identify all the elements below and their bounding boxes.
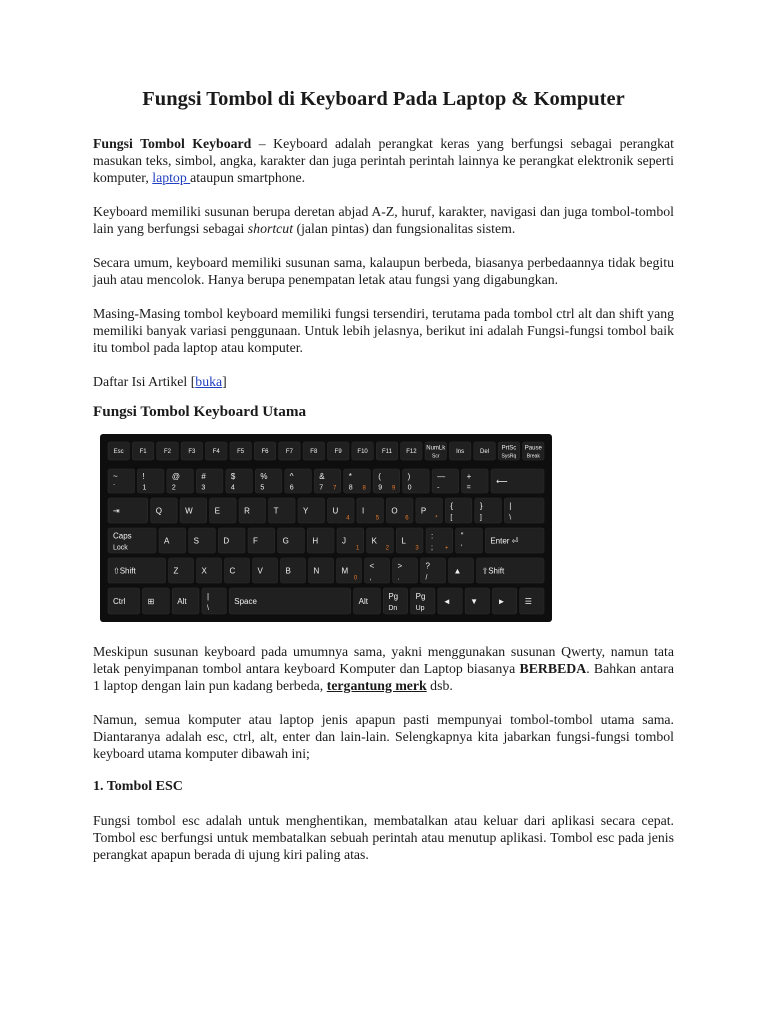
key-legend: T: [273, 506, 279, 516]
key-cap: [396, 528, 423, 553]
keyboard-key: [344, 469, 370, 493]
key-cap: [281, 558, 306, 583]
key-cap: [367, 528, 394, 553]
key-legend: Del: [480, 449, 490, 456]
key-legend: <: [369, 561, 375, 571]
keyboard-key: [269, 498, 295, 523]
key-legend: F: [253, 536, 258, 546]
keyboard-key: [416, 498, 442, 523]
key-legend: Q: [155, 506, 162, 516]
keyboard-key: [520, 588, 544, 614]
subheading-esc: 1. Tombol ESC: [93, 779, 183, 794]
keyboard-key: [328, 442, 349, 460]
key-sub-legend: Up: [415, 605, 425, 613]
keyboard-key: [352, 442, 373, 460]
keyboard-key: [438, 588, 462, 614]
keyboard-key: [426, 528, 453, 553]
key-legend: ⇥: [113, 506, 120, 516]
key-cap: [248, 528, 275, 553]
key-sub-legend: [: [450, 514, 453, 522]
keyboard-key: [108, 442, 129, 460]
key-legend: ?: [425, 561, 430, 571]
key-cap: [151, 498, 177, 523]
key-legend: Ins: [456, 449, 465, 456]
keyboard-key: [491, 469, 544, 493]
keyboard-key: [197, 558, 222, 583]
key-cap: [456, 528, 483, 553]
key-legend: Alt: [177, 597, 187, 607]
keyboard-key: [167, 469, 193, 493]
keyboard-key: [172, 588, 199, 614]
key-legend: (: [378, 472, 381, 482]
key-legend: B: [285, 566, 291, 576]
key-numpad-legend: 4: [346, 515, 350, 522]
key-legend: G: [282, 536, 289, 546]
keyboard-key: [225, 558, 250, 583]
laptop-link[interactable]: laptop: [152, 170, 191, 185]
key-cap: [197, 558, 222, 583]
key-cap: [426, 528, 453, 553]
keyboard-key: [143, 588, 170, 614]
key-cap: [167, 469, 193, 493]
key-legend: :: [431, 531, 434, 541]
key-legend: Y: [303, 506, 309, 516]
key-sub-legend: ;: [431, 544, 433, 552]
keyboard-key: [475, 498, 501, 523]
key-legend: Enter ⏎: [490, 536, 519, 546]
key-cap: [475, 498, 501, 523]
key-cap: [386, 498, 412, 523]
key-sub-legend: ,: [369, 574, 372, 582]
key-sub-legend: Dn: [388, 605, 398, 613]
keyboard-key: [239, 498, 265, 523]
key-legend: ": [460, 531, 464, 541]
key-legend: F2: [163, 449, 171, 456]
key-legend: #: [201, 472, 206, 482]
keyboard-key: [373, 469, 399, 493]
key-legend: E: [214, 506, 220, 516]
keyboard-key: [383, 588, 407, 614]
keyboard-key: [303, 442, 324, 460]
key-legend: NumLk: [426, 445, 446, 452]
keyboard-key: [108, 498, 148, 523]
keyboard-key: [108, 558, 166, 583]
key-cap: [159, 528, 186, 553]
key-legend: ⟵: [496, 476, 508, 486]
key-legend: $: [230, 472, 236, 482]
key-legend: P: [420, 506, 427, 516]
key-cap: [307, 528, 334, 553]
key-legend: Esc: [113, 449, 124, 456]
italic-term: shortcut: [247, 221, 294, 236]
key-legend: F4: [212, 449, 220, 456]
key-legend: L: [401, 536, 406, 546]
keyboard-key: [328, 498, 354, 523]
key-legend: Pg: [388, 591, 399, 601]
keyboard-key: [229, 588, 350, 614]
key-sub-legend: 1: [142, 484, 147, 492]
key-numpad-legend: +: [444, 545, 449, 552]
key-legend: U: [332, 506, 339, 516]
key-legend: Ctrl: [113, 597, 126, 607]
keyboard-key: [354, 588, 381, 614]
key-legend: F8: [310, 449, 318, 456]
key-sub-legend: `: [113, 484, 116, 492]
key-legend: A: [164, 536, 170, 546]
key-sub-legend: Lock: [113, 544, 128, 552]
key-numpad-legend: 8: [362, 485, 366, 492]
keyboard-image: [100, 434, 552, 622]
keyboard-key: [278, 528, 305, 553]
keyboard-key: [169, 558, 194, 583]
key-legend: F9: [334, 449, 342, 456]
key-legend: ): [407, 472, 411, 482]
paragraph-functions: Masing-Masing tombol keyboard memiliki fungsi tersendiri, terutama pada tombol ctrl alt dan shift yang memiliki banyak variasi penggunaan. Untuk lebih jelasnya, berikut ini adalah Fungsi-fungsi tombol baik itu tombol pada laptop atau komputer.: [93, 306, 674, 355]
keyboard-key: [445, 498, 471, 523]
keyboard-key: [108, 528, 156, 553]
keyboard-key: [376, 442, 397, 460]
keyboard-key: [492, 588, 516, 614]
key-cap: [357, 498, 383, 523]
keyboard-key: [181, 442, 202, 460]
key-legend: C: [229, 566, 236, 576]
key-legend: F12: [406, 449, 417, 456]
keyboard-image-wrap: [100, 434, 674, 627]
key-sub-legend: Scr: [432, 453, 440, 460]
key-cap: [365, 558, 390, 583]
table-of-contents: Daftar Isi Artikel [buka]: [93, 374, 227, 389]
key-numpad-legend: 2: [385, 545, 390, 552]
key-legend: >: [397, 561, 403, 571]
key-legend: ►: [497, 597, 506, 607]
key-sub-legend: ]: [479, 514, 482, 522]
key-legend: K: [371, 536, 378, 546]
keyboard-key: [393, 558, 418, 583]
key-legend: J: [342, 536, 346, 546]
key-cap: [403, 469, 429, 493]
key-cap: [298, 498, 324, 523]
keyboard-key: [367, 528, 394, 553]
key-numpad-legend: 6: [405, 515, 409, 522]
key-legend: ▲: [453, 566, 462, 576]
key-cap: [189, 528, 216, 553]
keyboard-key: [411, 588, 435, 614]
key-legend: Pause: [524, 445, 542, 452]
key-legend: R: [244, 506, 250, 516]
key-sub-legend: 2: [171, 484, 176, 492]
keyboard-key: [485, 528, 544, 553]
key-sub-legend: /: [425, 574, 428, 582]
key-cap: [373, 469, 399, 493]
key-cap: [269, 498, 295, 523]
key-legend: }: [479, 501, 483, 511]
key-legend: F10: [357, 449, 368, 456]
keyboard-key: [137, 469, 163, 493]
article-title: Fungsi Tombol di Keyboard Pada Laptop & Komputer: [142, 88, 625, 110]
key-numpad-legend: 1: [355, 545, 360, 552]
keyboard-key: [196, 469, 222, 493]
keyboard-key: [281, 558, 306, 583]
key-sub-legend: 8: [348, 484, 353, 492]
key-cap: [309, 558, 334, 583]
key-legend: F7: [285, 449, 293, 456]
key-sub-legend: 7: [319, 484, 324, 492]
key-legend: Z: [173, 566, 179, 576]
bold-term: Fungsi Tombol Keyboard: [93, 136, 252, 151]
article: [93, 88, 674, 880]
keyboard-key: [210, 498, 236, 523]
key-legend: Caps: [113, 531, 132, 541]
key-legend: Pg: [415, 591, 426, 601]
keyboard-key: [396, 528, 423, 553]
keyboard-key: [403, 469, 429, 493]
keyboard-key: [279, 442, 300, 460]
keyboard-key: [254, 442, 275, 460]
key-cap: [239, 498, 265, 523]
keyboard-key: [108, 469, 134, 493]
key-legend: !: [142, 472, 145, 482]
keyboard-key: [157, 442, 178, 460]
key-cap: [253, 558, 278, 583]
key-cap: [344, 469, 370, 493]
key-sub-legend: 0: [407, 484, 412, 492]
paragraph-main-keys: Namun, semua komputer atau laptop jenis apapun pasti mempunyai tombol-tombol utama sama. Diantaranya adalah esc, ctrl, alt, enter dan lain-lain. Selengkapnya kita jabarkan fungsi-fungsi tombol keyboard utama komputer dibawah ini;: [93, 712, 674, 761]
keyboard-key: [253, 558, 278, 583]
keyboard-key: [307, 528, 334, 553]
paragraph-intro: Fungsi Tombol Keyboard – Keyboard adalah perangkat keras yang berfungsi sebagai perangkat masukan teks, simbol, angka, karakter dan juga perintah perintah lainnya ke perangkat elektronik seperti komputer, laptop ataupun smartphone.: [93, 136, 674, 185]
key-cap: [108, 469, 134, 493]
key-cap: [393, 558, 418, 583]
keyboard-key: [498, 442, 519, 460]
key-cap: [202, 588, 226, 614]
keyboard-key: [298, 498, 324, 523]
keyboard-key: [465, 588, 489, 614]
key-cap: [218, 528, 245, 553]
keyboard-key: [226, 469, 252, 493]
key-sub-legend: -: [437, 484, 440, 492]
keyboard-key: [477, 558, 545, 583]
section-heading: Fungsi Tombol Keyboard Utama: [93, 403, 307, 420]
keyboard-key: [151, 498, 177, 523]
key-cap: [196, 469, 222, 493]
keyboard-key: [159, 528, 186, 553]
keyboard-key: [230, 442, 251, 460]
key-sub-legend: =: [466, 484, 471, 492]
keyboard-key: [255, 469, 281, 493]
keyboard-key: [449, 442, 470, 460]
key-sub-legend: 5: [260, 484, 265, 492]
key-cap: [337, 558, 362, 583]
key-legend: @: [171, 472, 181, 482]
key-legend: F1: [139, 449, 147, 456]
keyboard-key: [504, 498, 544, 523]
paragraph-layout: Keyboard memiliki susunan berupa deretan abjad A-Z, huruf, karakter, navigasi dan juga tombol-tombol lain yang berfungsi sebagai shortcut (jalan pintas) dan fungsionalitas sistem.: [93, 204, 674, 236]
key-legend: ⊞: [147, 597, 155, 607]
key-legend: V: [257, 566, 263, 576]
key-sub-legend: .: [397, 574, 400, 582]
key-cap: [226, 469, 252, 493]
key-legend: &: [319, 472, 325, 482]
key-numpad-legend: 0: [353, 575, 358, 582]
keyboard-key: [202, 588, 226, 614]
key-numpad-legend: 7: [333, 485, 337, 492]
keyboard-key: [337, 558, 362, 583]
keyboard-key: [462, 469, 488, 493]
key-cap: [416, 498, 442, 523]
key-sub-legend: 9: [378, 484, 383, 492]
key-legend: F3: [188, 449, 196, 456]
key-numpad-legend: 3: [415, 545, 419, 552]
key-numpad-legend: *: [435, 515, 438, 522]
key-legend: ◄: [442, 597, 451, 607]
bold-berbeda: BERBEDA: [519, 661, 587, 676]
paragraph-general: Secara umum, keyboard memiliki susunan sama, kalaupun berbeda, biasanya perbedaannya tidak begitu jauh atau mencolok. Hanya berupa penempatan letak atau fungsi yang digabungkan.: [93, 255, 674, 287]
keyboard-key: [401, 442, 422, 460]
key-legend: D: [223, 536, 230, 546]
paragraph-esc: Fungsi tombol esc adalah untuk menghentikan, membatalkan atau keluar dari aplikasi secara cepat. Tombol esc berfungsi untuk membatalkan sebuah perintah atau menutup aplikasi. Tombol esc pada jenis perangkat apapun berada di ujung kiri paling atas.: [93, 813, 674, 862]
key-cap: [328, 498, 354, 523]
keyboard-key: [421, 558, 446, 583]
keyboard-key: [365, 558, 390, 583]
keyboard-key: [108, 588, 140, 614]
keyboard-key: [357, 498, 383, 523]
key-sub-legend: \: [509, 514, 512, 522]
keyboard-key: [206, 442, 227, 460]
key-cap: [255, 469, 281, 493]
key-numpad-legend: 9: [391, 485, 396, 492]
keyboard-key: [523, 442, 544, 460]
key-legend: ☰: [524, 597, 532, 607]
key-cap: [278, 528, 305, 553]
paragraph-differences: Meskipun susunan keyboard pada umumnya sama, yakni menggunakan susunan Qwerty, namun tata letak penyimpanan tombol antara keyboard Komputer dan Laptop biasanya BERBEDA. Bahkan antara 1 laptop dengan lain pun kadang berbeda, tergantung merk dsb.: [93, 644, 674, 693]
key-legend: —: [437, 472, 446, 482]
key-cap: [445, 498, 471, 523]
key-cap: [137, 469, 163, 493]
key-cap: [169, 558, 194, 583]
key-legend: M: [341, 566, 349, 576]
key-legend: ⇧Shift: [113, 566, 136, 576]
keyboard-key: [386, 498, 412, 523]
keyboard-key: [456, 528, 483, 553]
key-sub-legend: ': [460, 544, 463, 552]
key-legend: S: [193, 536, 200, 546]
key-numpad-legend: 5: [375, 515, 380, 522]
key-sub-legend: 6: [289, 484, 294, 492]
key-legend: ~: [113, 472, 118, 482]
key-cap: [285, 469, 311, 493]
key-legend: Alt: [358, 597, 368, 607]
key-legend: ▼: [470, 597, 479, 607]
key-legend: Space: [234, 597, 257, 607]
keyboard-key: [132, 442, 153, 460]
key-legend: |: [509, 501, 512, 511]
keyboard-key: [189, 528, 216, 553]
key-legend: X: [201, 566, 207, 576]
toc-open-link[interactable]: buka: [195, 374, 223, 389]
key-cap: [462, 469, 488, 493]
key-legend: |: [206, 591, 210, 601]
key-legend: I: [361, 506, 365, 516]
keyboard-key: [248, 528, 275, 553]
key-legend: {: [450, 501, 454, 511]
key-cap: [421, 558, 446, 583]
keyboard-key: [309, 558, 334, 583]
key-sub-legend: \: [206, 605, 209, 613]
keyboard-key: [218, 528, 245, 553]
key-legend: F11: [382, 449, 392, 456]
key-legend: PrtSc: [501, 445, 517, 452]
keyboard-key: [474, 442, 495, 460]
keyboard-key: [180, 498, 206, 523]
keyboard-key: [449, 558, 474, 583]
key-cap: [180, 498, 206, 523]
bold-tergantung-merk: tergantung merk: [326, 678, 427, 693]
key-cap: [225, 558, 250, 583]
keyboard-key: [425, 442, 446, 460]
key-sub-legend: 3: [201, 484, 206, 492]
key-legend: N: [313, 566, 320, 576]
key-legend: W: [185, 506, 193, 516]
key-sub-legend: SysRq: [501, 453, 517, 460]
key-legend: O: [391, 506, 398, 516]
key-sub-legend: Break: [526, 453, 540, 460]
key-cap: [432, 469, 458, 493]
keyboard-key: [314, 469, 340, 493]
key-cap: [210, 498, 236, 523]
keyboard-key: [432, 469, 458, 493]
key-legend: ⇧Shift: [481, 566, 505, 576]
keyboard-key: [285, 469, 311, 493]
key-legend: %: [260, 472, 268, 482]
key-cap: [314, 469, 340, 493]
key-sub-legend: 4: [230, 484, 235, 492]
key-legend: +: [466, 472, 472, 482]
key-legend: F6: [261, 449, 269, 456]
key-legend: H: [312, 536, 319, 546]
key-legend: ^: [289, 472, 294, 482]
key-legend: F5: [237, 449, 245, 456]
key-legend: *: [348, 472, 352, 482]
key-cap: [337, 528, 364, 553]
keyboard-key: [337, 528, 364, 553]
